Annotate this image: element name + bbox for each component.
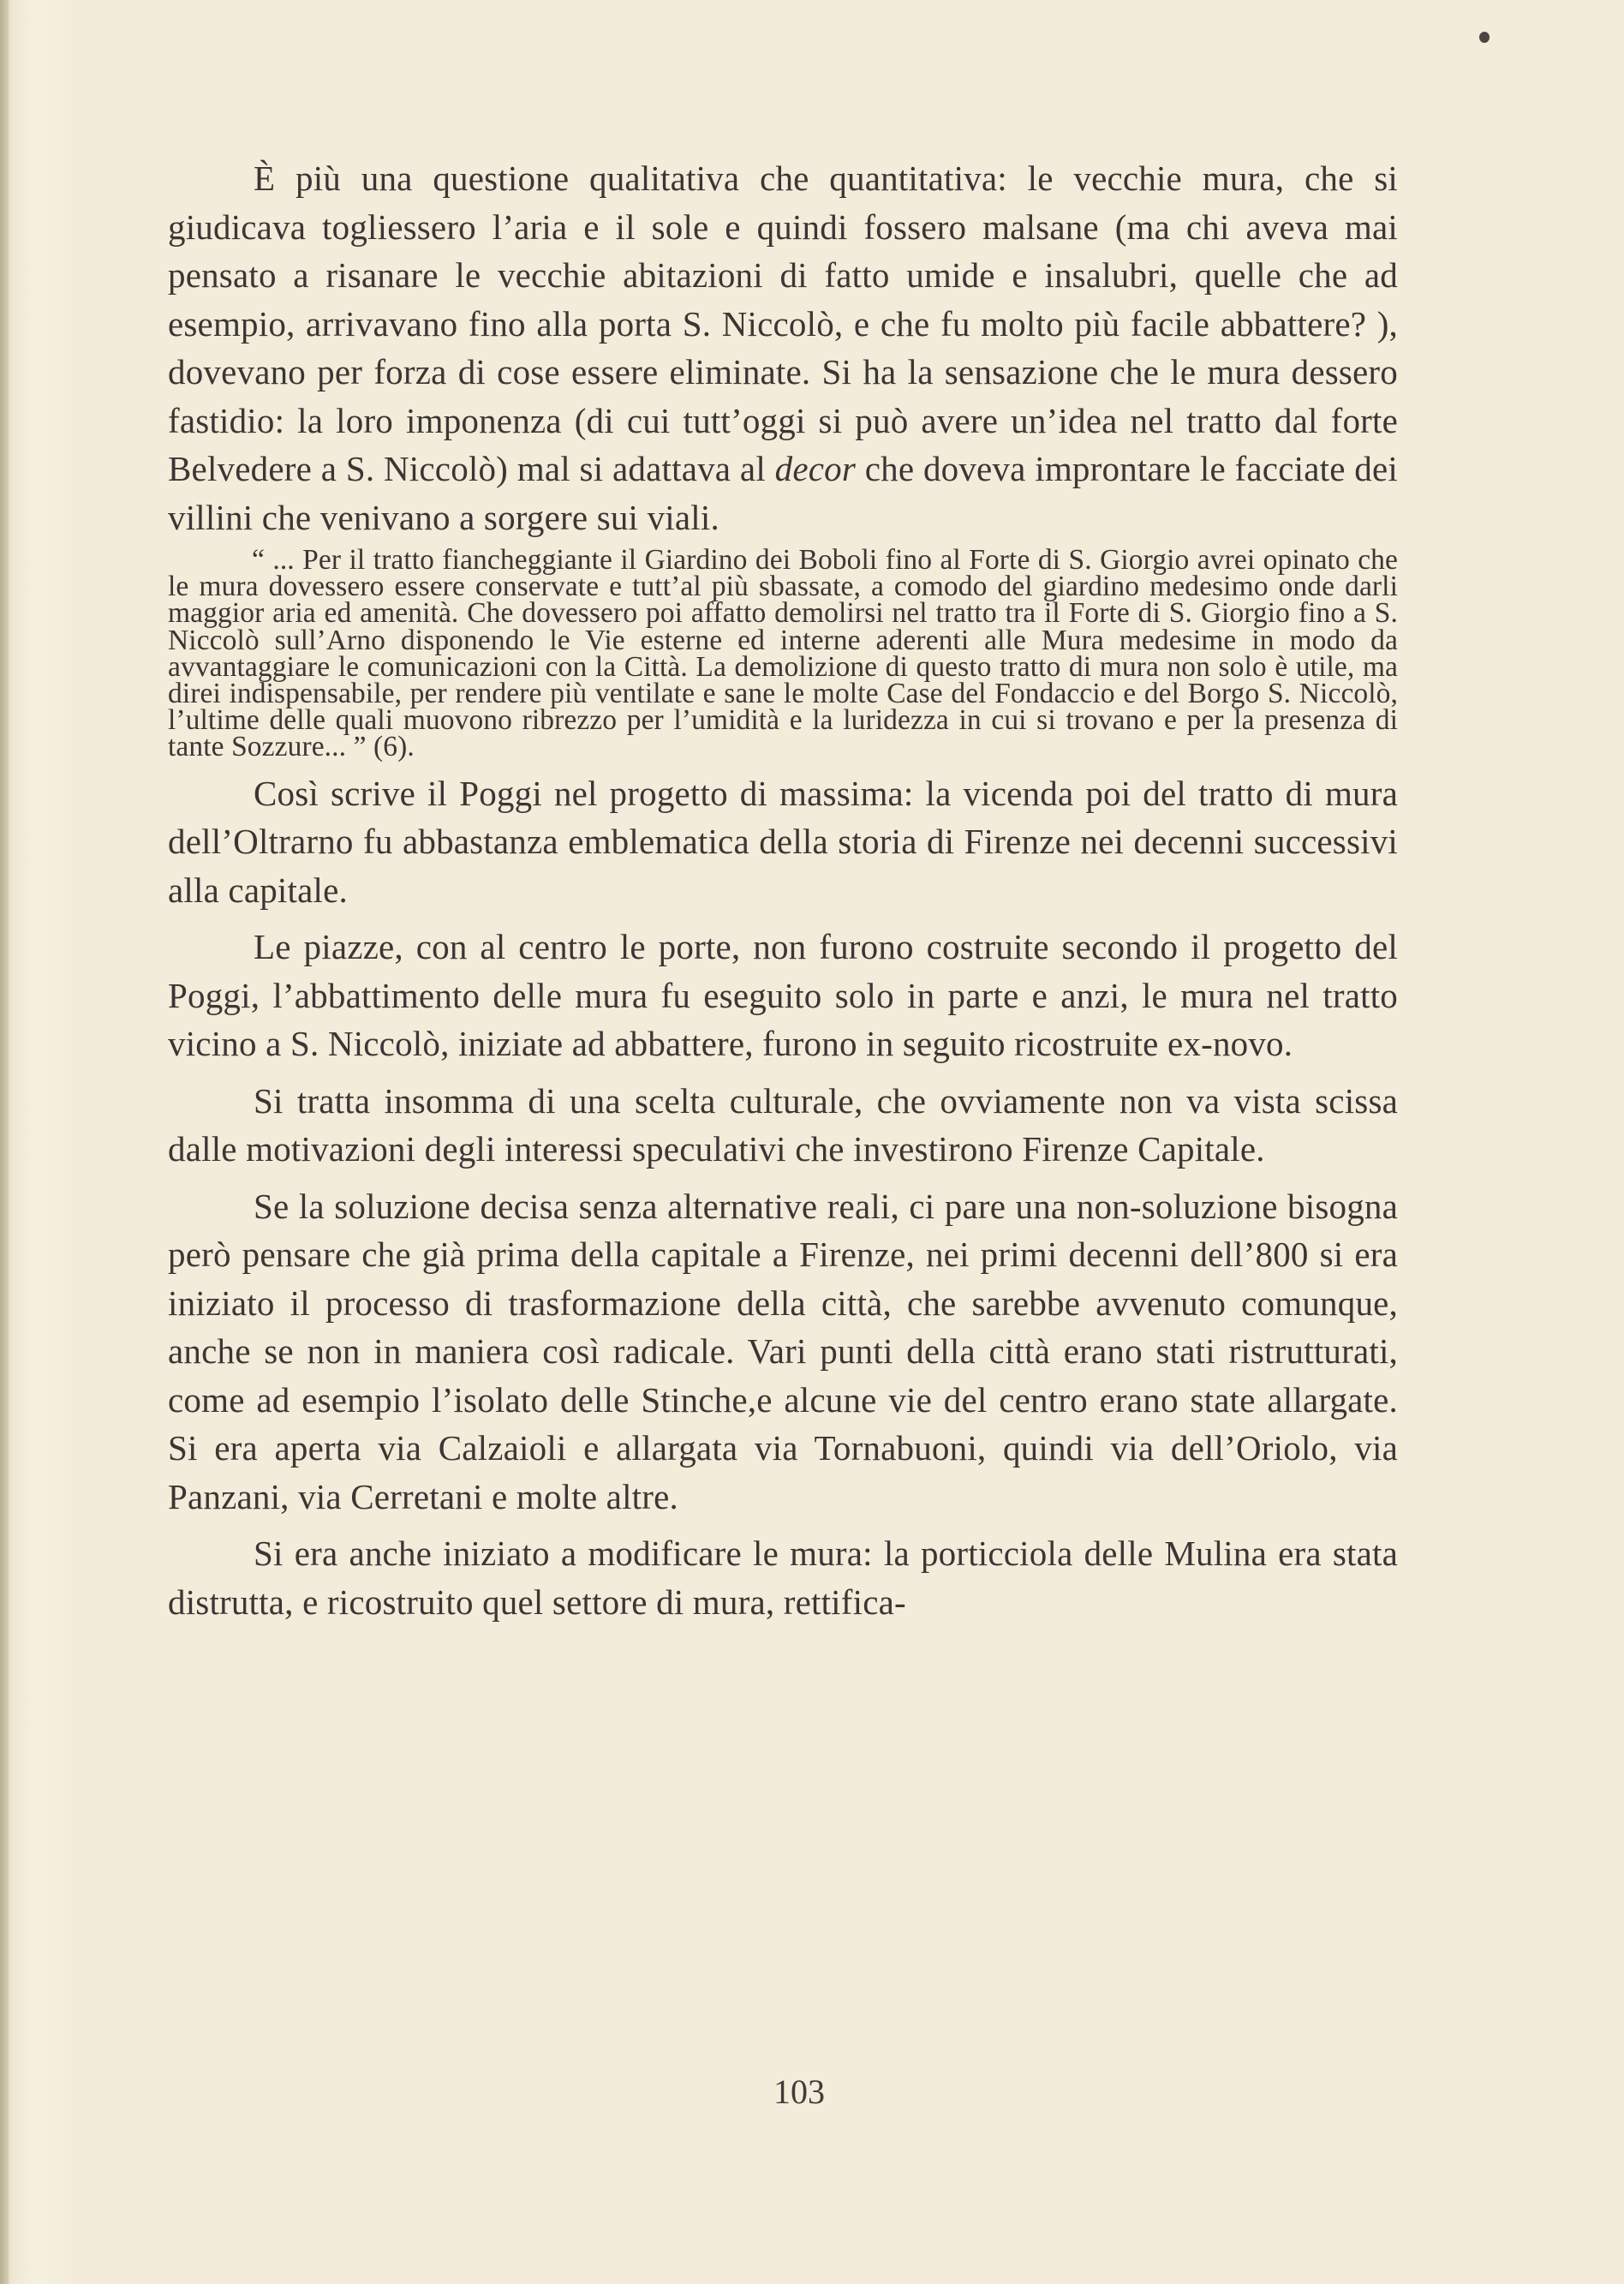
ink-spot — [1479, 32, 1490, 43]
page-number: 103 — [773, 2072, 825, 2111]
paragraph-walls-question — [168, 154, 1398, 541]
paragraph-poggi-project: Così scrive il Poggi nel progetto di massima: la vicenda poi del tratto di mura dell’Oltrarno fu abbastanza emblematica della storia di Firenze nei decenni successivi alla capitale. — [168, 773, 1398, 910]
paragraph-text: È più una questione qualitativa che quantitativa: le vecchie mura, che si giudicava togliessero l’aria e il sole e quindi fossero malsane (ma chi aveva mai pensato a risanare le vecchie abitazioni di fatto umide e insalubri, quelle che ad esempio, arrivavano fino alla porta S. Niccolò, e che fu molto più facile abbattere? ), dovevano per forza di cose essere eliminate. Si ha la sensazione che le mura dessero fastidio: la loro imponenza (di cui tutt’oggi si può avere un’idea nel tratto dal forte Belvedere a S. Niccolò) mal si adattava al — [168, 158, 1398, 488]
italic-term-decor: decor — [774, 449, 856, 488]
paragraph-text: che doveva improntare le facciate dei villini che venivano a sorgere sui viali. — [168, 449, 1398, 537]
paragraph-walls-modification: Si era anche iniziato a modificare le mura: la porticciola delle Mulina era stata distrutta, e ricostruito quel settore di mura, rettifica- — [168, 1534, 1398, 1622]
paragraph-piazze: Le piazze, con al centro le porte, non furono costruite secondo il progetto del Poggi, l’abbattimento delle mura fu eseguito solo in parte e anzi, le mura nel tratto vicino a S. Niccolò, iniziate ad abbattere, furono in seguito ricostruite ex-novo. — [168, 927, 1398, 1064]
page-binding-edge — [0, 0, 9, 2284]
block-quote-poggi: “ ... Per il tratto fiancheggiante il Giardino dei Boboli fino al Forte di S. Giorgio avrei opinato che le mura dovessero essere conservate e tutt’al più sbassate, a comodo del giardino medesimo onde darli maggior aria ed amenità. Che dovessero poi affatto demolirsi nel tratto tra il Forte di S. Giorgio fino a S. Niccolò sull’Arno disponendo le Vie esterne ed interne aderenti alle Mura medesime in modo da avvantaggiare le comunicazioni con la Città. La demolizione di questo tratto di mura non solo è utile, ma direi indispensabile, per rendere più ventilate e sane le molte Case del Fondaccio e del Borgo S. Niccolò, l’ultime delle quali muovono ribrezzo per l’umidità e la luridezza in cui si trovano e per la presenza di tante Sozzure... ” (6). — [168, 544, 1398, 763]
page-body — [168, 154, 1398, 1626]
paragraph-cultural-choice: Si tratta insomma di una scelta culturale, che ovviamente non va vista scissa dalle motivazioni degli interessi speculativi che investirono Firenze Capitale. — [168, 1080, 1398, 1169]
paragraph-non-solution: Se la soluzione decisa senza alternative reali, ci pare una non-soluzione bisogna però pensare che già prima della capitale a Firenze, nei primi decenni dell’800 si era iniziato il processo di trasformazione della città, che sarebbe avvenuto comunque, anche se non in maniera così radicale. Vari punti della città erano stati ristrutturati, come ad esempio l’isolato delle Stinche,e alcune vie del centro erano state allargate. Si era aperta via Calzaioli e allargata via Tornabuoni, quindi via dell’Oriolo, via Panzani, via Cerretani e molte altre. — [168, 1186, 1398, 1516]
